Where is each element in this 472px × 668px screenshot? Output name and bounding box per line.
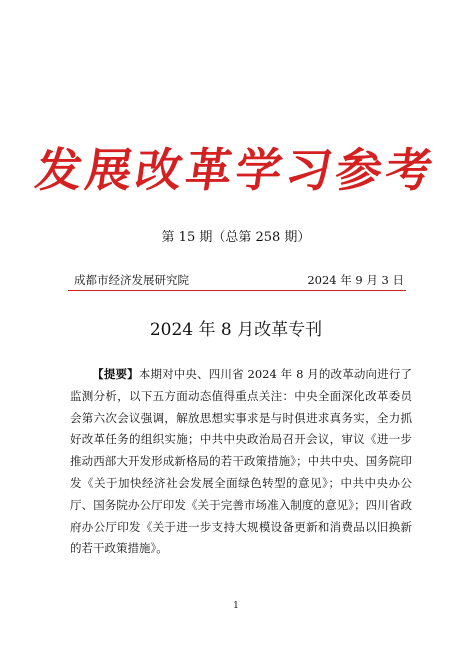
page-number: 1: [233, 601, 239, 611]
issue-number: 第 15 期（总第 258 期）: [161, 230, 311, 245]
publish-date: 2024 年 9 月 3 日: [307, 273, 404, 287]
masthead-title: 发展改革学习参考: [32, 143, 440, 197]
abstract-paragraph: [70, 364, 412, 560]
abstract-label: 【提要】: [92, 367, 139, 381]
abstract-text: 本期对中央、四川省 2024 年 8 月的改革动向进行了监测分析，以下五方面动态值得重点关注：中央全面深化改革委员会第六次会议强调，解放思想实事求是与时俱进求真务实，全力抓好改革任务的组织实施；中共中央政治局召开会议，审议《进一步推动西部大开发形成新格局的若干政策措施》；中共中央、国务院印发《关于加快经济社会发展全面绿色转型的意见》；中共中央办公厅、国务院办公厅印发《关于完善市场准入制度的意见》；四川省政府办公厅印发《关于进一步支持大规模设备更新和消费品以旧换新的若干政策措施》。: [70, 367, 413, 556]
organization-name: 成都市经济发展研究院: [74, 273, 189, 287]
red-divider: [68, 290, 406, 291]
publisher-line: [70, 272, 406, 290]
issue-title: 2024 年 8 月改革专刊: [149, 320, 323, 340]
